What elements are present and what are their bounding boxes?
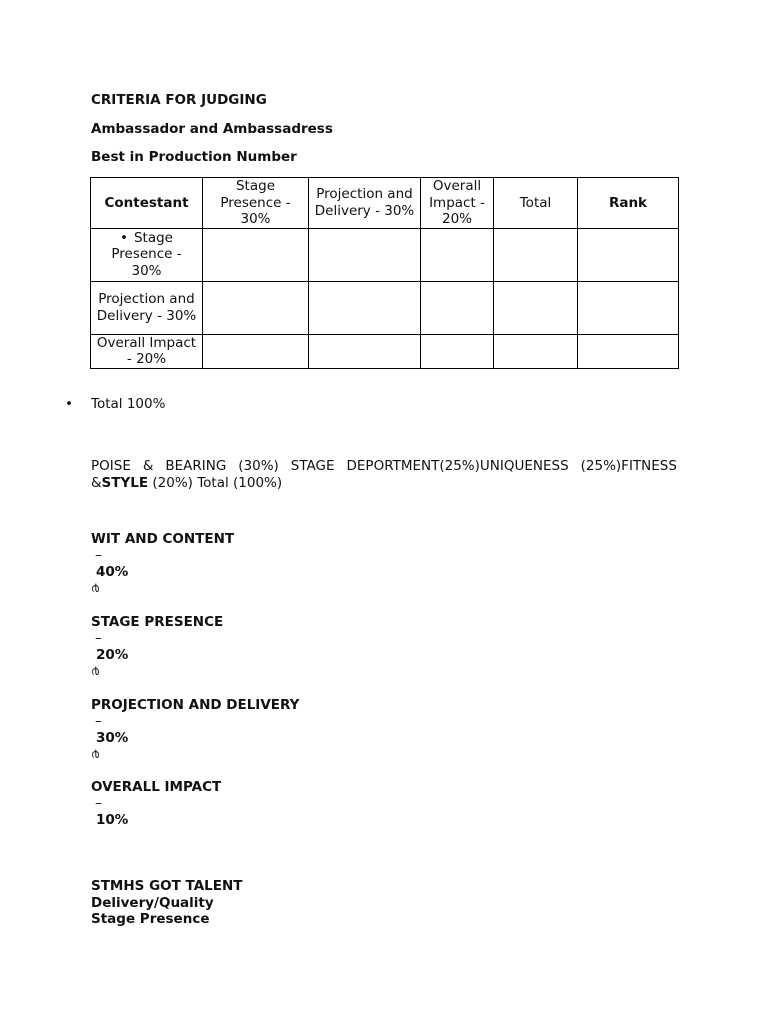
talent-title: STMHS GOT TALENT: [91, 878, 243, 894]
criterion-dash: –: [95, 795, 102, 811]
header-total: Total: [494, 178, 578, 229]
criterion-percent: 40%: [96, 564, 129, 580]
criterion-dash: –: [95, 630, 102, 646]
criterion-percent: 30%: [96, 730, 129, 746]
page-title: CRITERIA FOR JUDGING: [91, 92, 267, 108]
talent-criterion: Delivery/Quality: [91, 895, 214, 911]
empty-cell: [578, 281, 679, 334]
empty-cell: [421, 334, 494, 368]
glyph-icon: ൪: [91, 747, 99, 761]
event-subtitle: Ambassador and Ambassadress: [91, 121, 333, 137]
empty-cell: [203, 281, 309, 334]
empty-cell: [494, 334, 578, 368]
contestant-cell: Projection and Delivery - 30%: [91, 281, 203, 334]
poise-line-1: [91, 458, 677, 475]
header-overall-impact: Overall Impact - 20%: [421, 178, 494, 229]
word: POISE: [91, 458, 131, 474]
empty-cell: [578, 228, 679, 281]
empty-cell: [203, 228, 309, 281]
word: &: [91, 474, 102, 491]
empty-cell: [203, 334, 309, 368]
word: (30%): [238, 458, 279, 474]
glyph-icon: ൪: [91, 664, 99, 678]
criterion-name: PROJECTION AND DELIVERY: [91, 697, 300, 713]
criteria-table: [90, 177, 679, 369]
header-projection-delivery: Projection and Delivery - 30%: [309, 178, 421, 229]
empty-cell: [421, 228, 494, 281]
word: STAGE: [290, 458, 335, 474]
criterion-percent: 10%: [96, 812, 129, 828]
word: DEPORTMENT(25%)UNIQUENESS: [346, 458, 569, 474]
criterion-name: OVERALL IMPACT: [91, 779, 222, 795]
empty-cell: [578, 334, 679, 368]
empty-cell: [309, 228, 421, 281]
empty-cell: [494, 281, 578, 334]
criterion-percent: 20%: [96, 647, 129, 663]
bullet-icon: •: [120, 229, 128, 246]
empty-cell: [494, 228, 578, 281]
category-title: Best in Production Number: [91, 149, 297, 165]
criterion-dash: –: [95, 713, 102, 729]
word: (20%) Total (100%): [148, 474, 283, 491]
poise-line-2: [91, 475, 677, 492]
contestant-cell: [91, 228, 203, 281]
header-rank: Rank: [578, 178, 679, 229]
criterion-name: WIT AND CONTENT: [91, 531, 235, 547]
header-stage-presence: Stage Presence - 30%: [203, 178, 309, 229]
talent-criterion: Stage Presence: [91, 911, 210, 927]
row-label: Stage Presence - 30%: [111, 229, 182, 279]
table-row: [91, 334, 679, 368]
contestant-cell: Overall Impact - 20%: [91, 334, 203, 368]
empty-cell: [309, 334, 421, 368]
total-line: Total 100%: [91, 396, 166, 412]
word: STYLE: [101, 474, 149, 491]
table-row: [91, 281, 679, 334]
word: &: [142, 458, 154, 474]
word: (25%)FITNESS: [580, 458, 677, 474]
poise-criteria-paragraph: [91, 458, 677, 491]
table-header-row: [91, 178, 679, 229]
table-row: [91, 228, 679, 281]
criterion-name: STAGE PRESENCE: [91, 614, 224, 630]
word: BEARING: [165, 458, 227, 474]
empty-cell: [421, 281, 494, 334]
criterion-dash: –: [95, 547, 102, 563]
glyph-icon: ൪: [91, 581, 99, 595]
bullet-icon: •: [65, 396, 73, 412]
empty-cell: [309, 281, 421, 334]
header-contestant: Contestant: [91, 178, 203, 229]
